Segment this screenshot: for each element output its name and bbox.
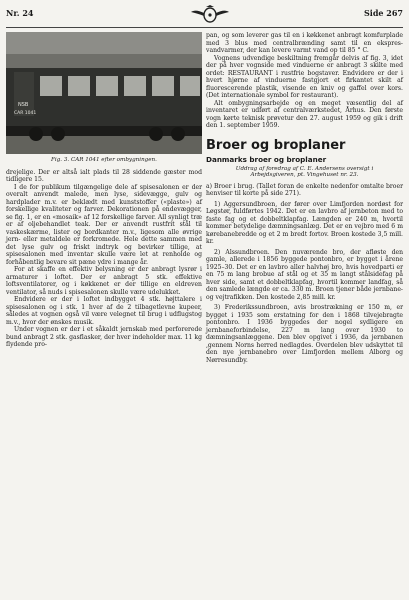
issue-number: Nr. 24 bbox=[6, 8, 34, 18]
photo-caption: Fig. 3. CAR 1041 efter ombygningen. bbox=[51, 157, 157, 163]
section-title: Broer og broplaner bbox=[206, 137, 346, 153]
right-paragraph: pan, og som leverer gas til en i køkkenet anbragt komfurplade med 3 blus med centralbrænding samt til en ekspres-vandvarmer, der kan levere varmt vand op til 85 ° C. bbox=[206, 32, 403, 54]
car-emblem-text: NSB bbox=[18, 102, 29, 108]
railway-car-photo bbox=[6, 32, 202, 154]
left-paragraph: I de for publikum tilgængelige dele af spisesalonen er der overalt anvendt malede, men lyse, sidevægge, gulv og hardplader m.v. er beklædt med kunststoffer («plaste») af forskellige kvaliteter og farver. Dekorationen på endevægger, se fig. 1, er en «mosaik» af 12 forskellige farver. All synligt træ er af oljebehandlet teak. Der er anvendt rustfrit stål til vaskeskærme, lister og bordkanter m.v., ligesom alle øvrige jern- eller metaldele er forkromede. Hele dette sammen med det lyse gulv og friskt indtryk og bevirker tillige, at spisesalonen med inventar skulle være let at renholde og forhåbentlig bevare sit pæne ydre i mange år. bbox=[6, 183, 202, 266]
right-paragraph: Vognens udvendige beskiltning fremgår delvis af fig. 3, idet der på hver vognside med vinduerne er anbragt 3 skilte med ordet: RESTAURANT i rustfrie bogstaver. Endvidere er der i hvert hjørne af vinduerne fastgjort et firkantet skilt af fluorescerende plastik, visende en kniv og gaffel over kors. (Det internationale symbol for restaurant). bbox=[206, 54, 403, 99]
right-column bbox=[206, 32, 403, 364]
header-rule bbox=[6, 27, 403, 28]
right-paragraph: 3) Frederikssundbroen, avis brostrækning er 150 m, er bygget i 1935 som erstatning for den i 1868 tilvejebragte pontonbro. I 1936 byggedes der nogel sydligere en jernbaneforbindelse, 227 m lang over 1930 to dæmningsanlæggene. Den blev opgivet i 1936, da jernbanen ,gennem Norns herred nedlagdes. Overdelen blev udskyttet til den nye jernbanebro over Limfjorden mellem Alborg og Nørresundby. bbox=[206, 304, 403, 364]
section-byline bbox=[206, 166, 403, 179]
section-subtitle: Danmarks broer og broplaner bbox=[206, 154, 327, 164]
nsb-winged-wheel-logo-icon bbox=[190, 4, 230, 26]
byline-line-1: Uddrag af foredrag af C. E. Andersens oversigt i bbox=[235, 165, 374, 172]
left-paragraph: drejelige. Der er altså ialt plads til 28 siddende gæster mod tidligere 15. bbox=[6, 168, 202, 183]
right-paragraph: 1) Aggersundbroen, der fører over Limfjorden nordøst for Løgstør, fuldførtes 1942. Det er en lavbro af jernbeton med to faste fag og et dobbeltklapfag. Længden er 240 m, hvortil kommer betydelige dæmningsanlæg. Det er en vejbro med 6 m kørebanebredde og et 2 m bredt fortov. Broen kostede 3,5 mill. kr. bbox=[206, 200, 403, 246]
page-number: Side 267 bbox=[364, 8, 403, 18]
railway-car-photo-image bbox=[6, 32, 202, 154]
right-paragraph: 2) Alssundbroen. Den nuværende bro, der afløste den gamle, allerede i 1856 byggede pontonbro, er bygget i årene 1925–30. Det er en lavbro aller halvhøj bro, hvis hovedparti er en 75 m lang brobue af stål og et 35 m langt stålsidefag på hver side, samt et dobbeltklapfag, hvortil kommer landfag, så den samlede længde er ca. 330 m. Broen tjener både jernbane- og vejtrafikken. Den kostede 2,85 mill. kr. bbox=[206, 248, 403, 301]
page-header bbox=[6, 4, 403, 26]
left-paragraph: Endvidere er der i loftet indbygget 4 stk. højttalere i spisesalonen og i stk. 1 hver af de 2 tilbagetlevne kupeer, således at vognen også vil være velegnet til brug i udflugstog m.v., hvor der ønskes musik. bbox=[6, 296, 202, 326]
byline-line-2: Arbejdsgiveren, pt. Vingehuset nr. 23. bbox=[250, 172, 359, 179]
left-paragraph: For at skaffe en effektiv belysning er der anbragt lysrør i armaturer i loftet. Der er anbragt 5 stk. effektive loftsventilatorer, og i køkkenet er der tillige en eldreven ventilator, så nuds i spisesalonen skulle være udelukket. bbox=[6, 266, 202, 296]
left-paragraph: Under vognen er der i et såkaldt jernskab med perforerede bund anbragt 2 stk. gasflasker, der hver indeholder max. 11 kg flydende pro- bbox=[6, 326, 202, 348]
car-number-text: CAR 1041 bbox=[14, 111, 37, 116]
right-paragraph: Alt ombygningsarbejde og en meget væsentlig del af inventaret er udført af centralværkstedet, Århus. Den første vogn kørte teknisk prøvetur den 27. august 1959 og gik i drift den 1. september 1959. bbox=[206, 99, 403, 129]
left-column bbox=[6, 32, 202, 349]
right-paragraph: a) Broer i brug. (Tallet foran de enkelte nedenfor omtalte broer henviser til korte på side 271). bbox=[206, 182, 403, 198]
